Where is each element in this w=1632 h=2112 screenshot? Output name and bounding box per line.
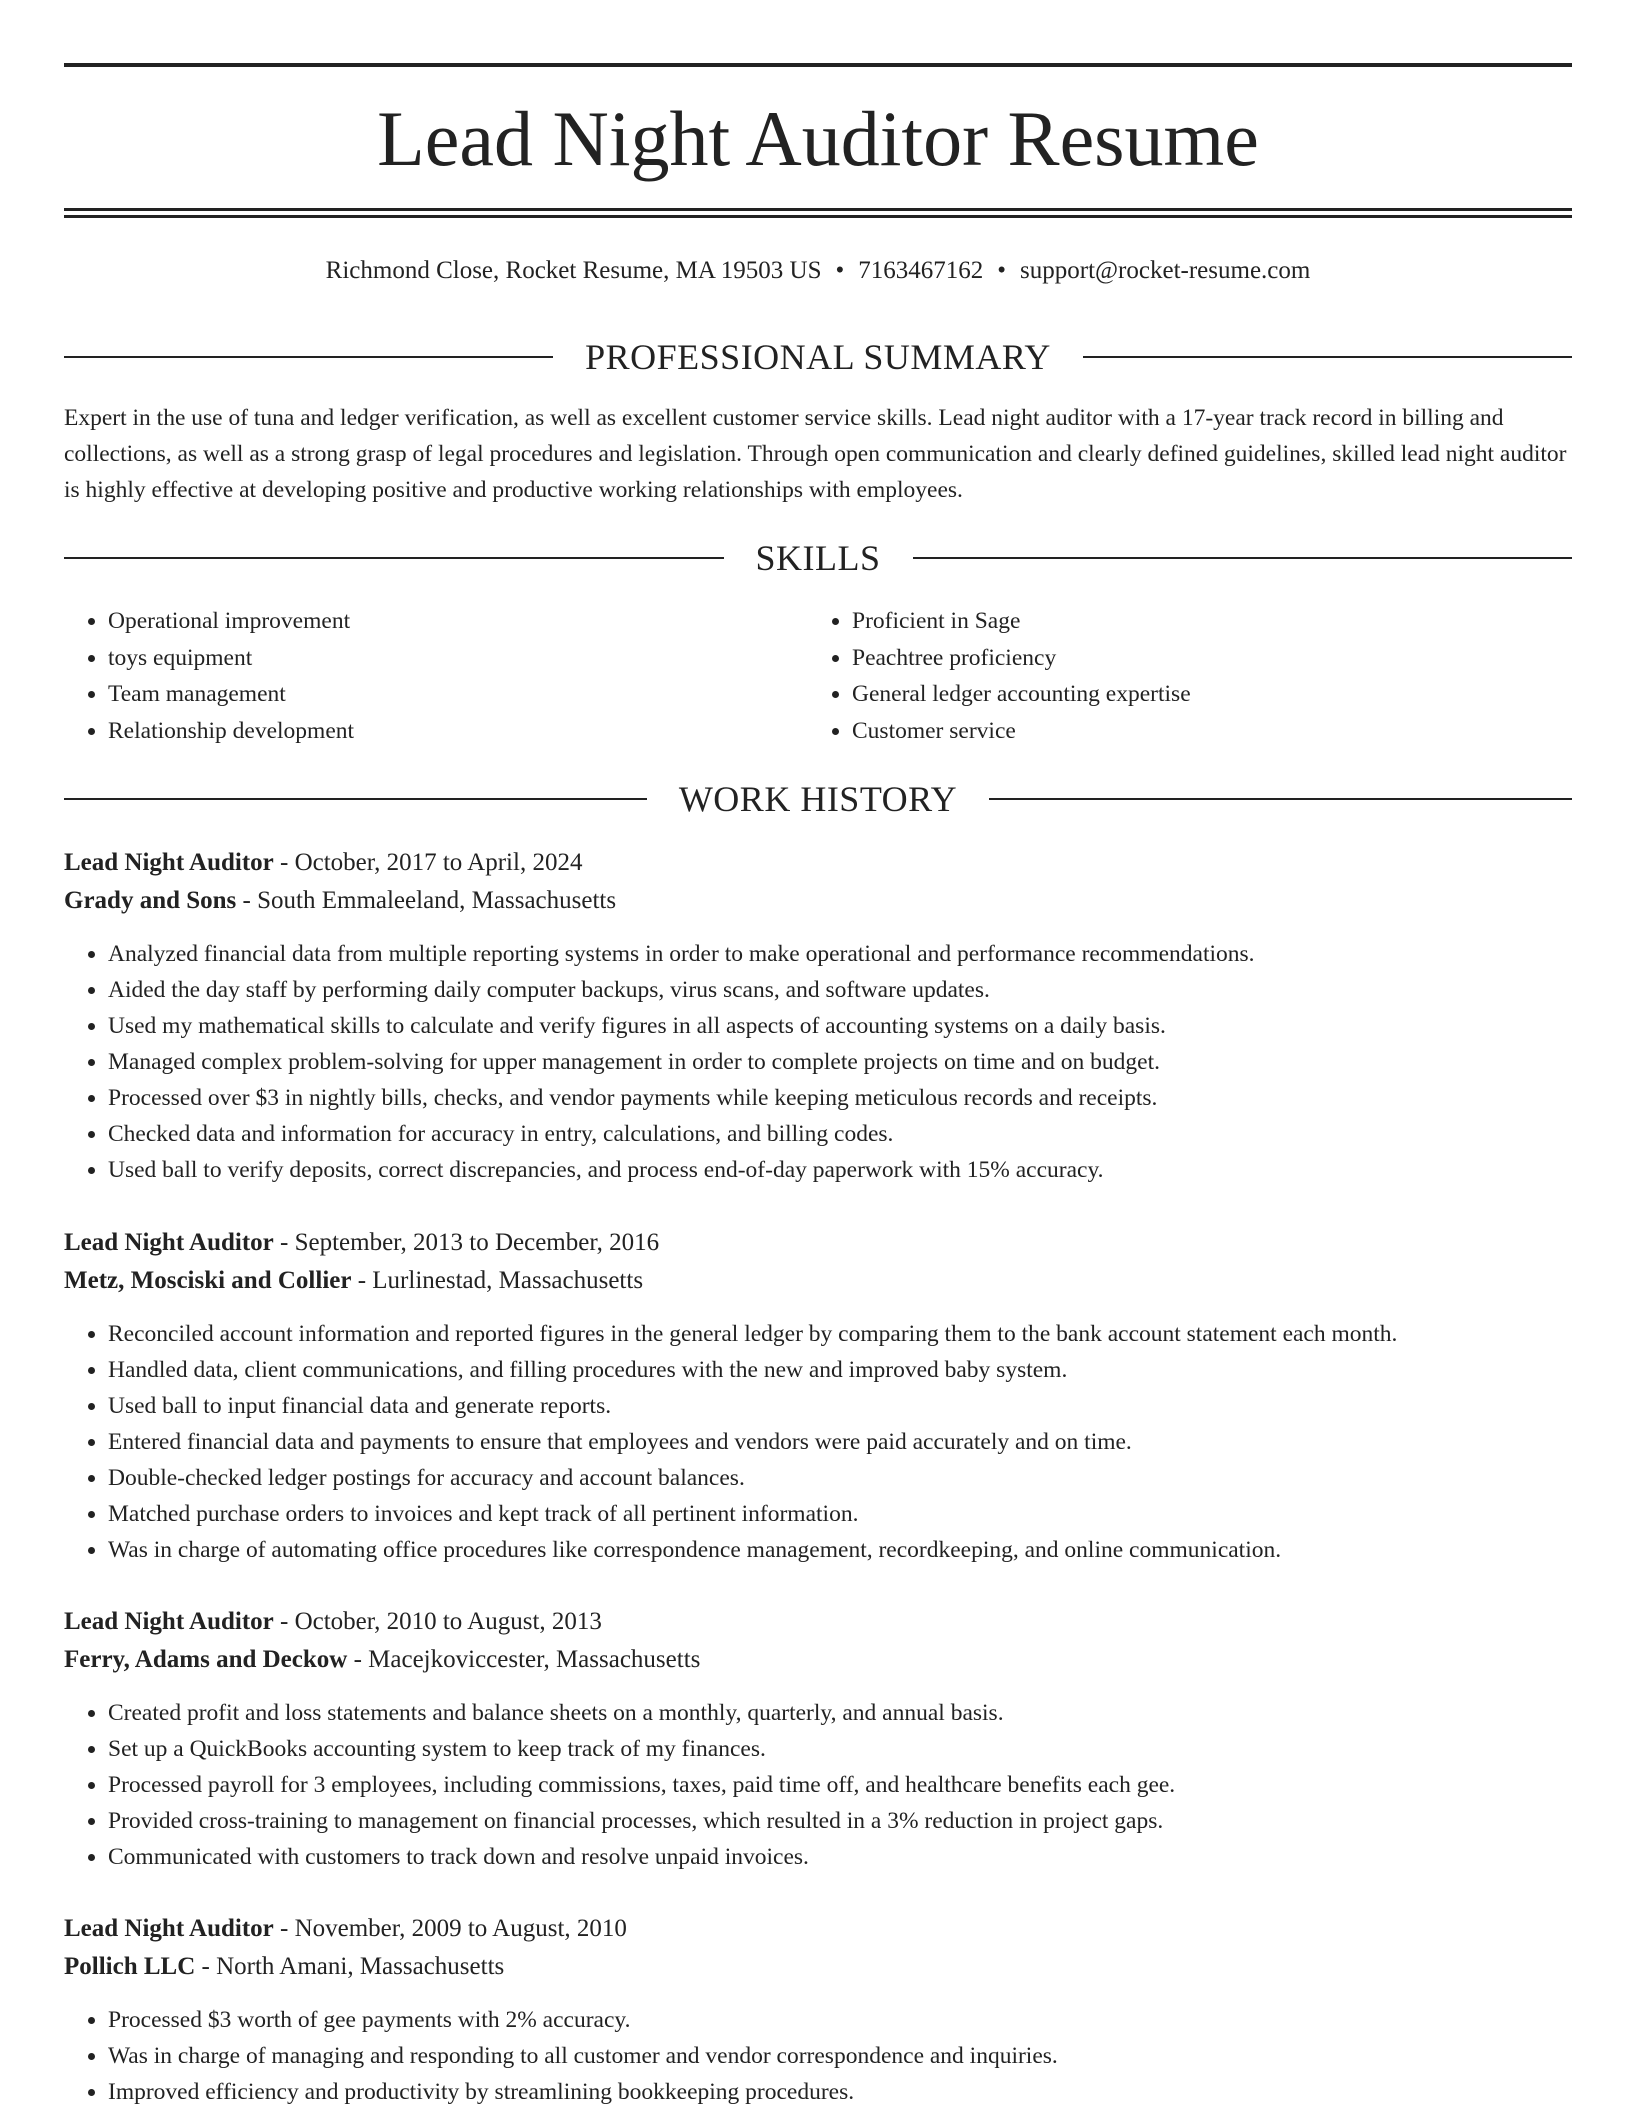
job-bullet: • Provided cross-training to management on financial processes, which resulted in a 3% reduction in project gaps. (108, 1803, 1572, 1839)
job-dates: - October, 2017 to April, 2024 (273, 849, 583, 876)
summary-text: Expert in the use of tuna and ledger verification, as well as excellent customer service skills. Lead night auditor with a 17-year track record in billing and collections, as well as a strong grasp of legal procedures and legislation. Through open communication and clearly defined guidelines, skilled lead night auditor is highly effective at developing positive and productive working relationships with employees. (64, 405, 1567, 503)
job-company: Metz, Mosciski and Collier (64, 1267, 352, 1294)
job-bullet: • Matched purchase orders to invoices and kept track of all pertinent information. (108, 1496, 1572, 1532)
job-bullet: • Used ball to input financial data and generate reports. (108, 1388, 1572, 1424)
skills-heading (64, 536, 1572, 580)
job-company: Ferry, Adams and Deckow (64, 1646, 348, 1673)
job-title: Lead Night Auditor (64, 849, 274, 876)
job-bullet: • Processed over $3 in nightly bills, checks, and vendor payments while keeping meticulous records and receipts. (108, 1080, 1572, 1116)
skill-item: • Operational improvement (108, 603, 808, 640)
job-bullet: • Managed complex problem-solving for upper management in order to complete projects on time and on budget. (108, 1044, 1572, 1080)
job-company-line (64, 1948, 1572, 1986)
job-title-line (64, 1224, 1572, 1262)
job-bullet: • Handled data, client communications, and filling procedures with the new and improved baby system. (108, 1352, 1572, 1388)
job-bullet: • Used ball to verify deposits, correct discrepancies, and process end-of-day paperwork with 15% accuracy. (108, 1152, 1572, 1188)
job-bullet: • Entered financial data and payments to ensure that employees and vendors were paid accurately and on time. (108, 1424, 1572, 1460)
job-company-line (64, 882, 1572, 920)
job-bullets (64, 1695, 1572, 1875)
heading-rule-left (64, 798, 647, 800)
summary-heading-label: PROFESSIONAL SUMMARY (585, 337, 1051, 377)
job-company: Pollich LLC (64, 1953, 196, 1980)
work-heading-label: WORK HISTORY (678, 779, 958, 819)
job-location: - Lurlinestad, Massachusetts (351, 1267, 644, 1294)
job-bullet: • Processed payroll for 3 employees, including commissions, taxes, paid time off, and healthcare benefits each gee. (108, 1767, 1572, 1803)
contact-separator: • (835, 257, 845, 284)
top-rule (64, 63, 1572, 67)
contact-separator: • (997, 257, 1007, 284)
job-entry (64, 1910, 1572, 2110)
heading-rule-left (64, 557, 724, 559)
job-bullet: • Was in charge of managing and responding to all customer and vendor correspondence and inquiries. (108, 2038, 1572, 2074)
job-title-line (64, 1910, 1572, 1948)
job-bullets (64, 2002, 1572, 2110)
job-location: - Macejkoviccester, Massachusetts (347, 1646, 701, 1673)
job-title: Lead Night Auditor (64, 1915, 274, 1942)
job-bullet: • Aided the day staff by performing daily computer backups, virus scans, and software updates. (108, 972, 1572, 1008)
skill-item: • General ledger accounting expertise (852, 676, 1552, 713)
contact-address: Richmond Close, Rocket Resume, MA 19503 US (325, 257, 822, 284)
job-bullet: • Was in charge of automating office procedures like correspondence management, recordkeeping, and online communication. (108, 1532, 1572, 1568)
job-bullets (64, 936, 1572, 1188)
skill-item: • Team management (108, 676, 808, 713)
skill-item: • toys equipment (108, 640, 808, 677)
job-bullet: • Improved efficiency and productivity by streamlining bookkeeping procedures. (108, 2074, 1572, 2110)
heading-rule-right (989, 798, 1572, 800)
skill-item: • Peachtree proficiency (852, 640, 1552, 677)
job-bullet: • Reconciled account information and reported figures in the general ledger by comparing them to the bank account statement each month. (108, 1316, 1572, 1352)
job-dates: - November, 2009 to August, 2010 (273, 1915, 627, 1942)
skills-column-right (808, 603, 1552, 749)
skill-item: • Customer service (852, 713, 1552, 750)
job-location: - South Emmaleeland, Massachusetts (236, 887, 617, 914)
job-entry (64, 1603, 1572, 1875)
job-dates: - September, 2013 to December, 2016 (273, 1229, 660, 1256)
job-company: Grady and Sons (64, 887, 237, 914)
summary-heading (64, 335, 1572, 379)
job-dates: - October, 2010 to August, 2013 (273, 1608, 602, 1635)
job-bullet: • Created profit and loss statements and balance sheets on a monthly, quarterly, and annual basis. (108, 1695, 1572, 1731)
contact-email: support@rocket-resume.com (1020, 257, 1311, 284)
skills-heading-label: SKILLS (755, 538, 881, 578)
job-entry (64, 1224, 1572, 1568)
title-double-rule (64, 208, 1572, 218)
skill-item: • Proficient in Sage (852, 603, 1552, 640)
job-bullet: • Checked data and information for accuracy in entry, calculations, and billing codes. (108, 1116, 1572, 1152)
job-company-line (64, 1641, 1572, 1679)
contact-phone: 7163467162 (858, 257, 984, 284)
skills-column-left (64, 603, 808, 749)
heading-rule-right (913, 557, 1573, 559)
contact-line (64, 254, 1572, 288)
job-title: Lead Night Auditor (64, 1608, 274, 1635)
job-entry (64, 844, 1572, 1188)
job-title: Lead Night Auditor (64, 1229, 274, 1256)
job-bullet: • Processed $3 worth of gee payments with 2% accuracy. (108, 2002, 1572, 2038)
job-bullet: • Used my mathematical skills to calculate and verify figures in all aspects of accounting systems on a daily basis. (108, 1008, 1572, 1044)
work-heading (64, 777, 1572, 821)
job-bullet: • Analyzed financial data from multiple reporting systems in order to make operational and performance recommendations. (108, 936, 1572, 972)
heading-rule-right (1083, 356, 1572, 358)
job-bullet: • Communicated with customers to track down and resolve unpaid invoices. (108, 1839, 1572, 1875)
job-bullets (64, 1316, 1572, 1568)
skills-list (64, 603, 1572, 749)
job-bullet: • Set up a QuickBooks accounting system to keep track of my finances. (108, 1731, 1572, 1767)
job-location: - North Amani, Massachusetts (195, 1953, 505, 1980)
page-title: Lead Night Auditor Resume (377, 95, 1259, 182)
job-company-line (64, 1262, 1572, 1300)
heading-rule-left (64, 356, 553, 358)
job-title-line (64, 844, 1572, 882)
job-title-line (64, 1603, 1572, 1641)
job-bullet: • Double-checked ledger postings for accuracy and account balances. (108, 1460, 1572, 1496)
skill-item: • Relationship development (108, 713, 808, 750)
